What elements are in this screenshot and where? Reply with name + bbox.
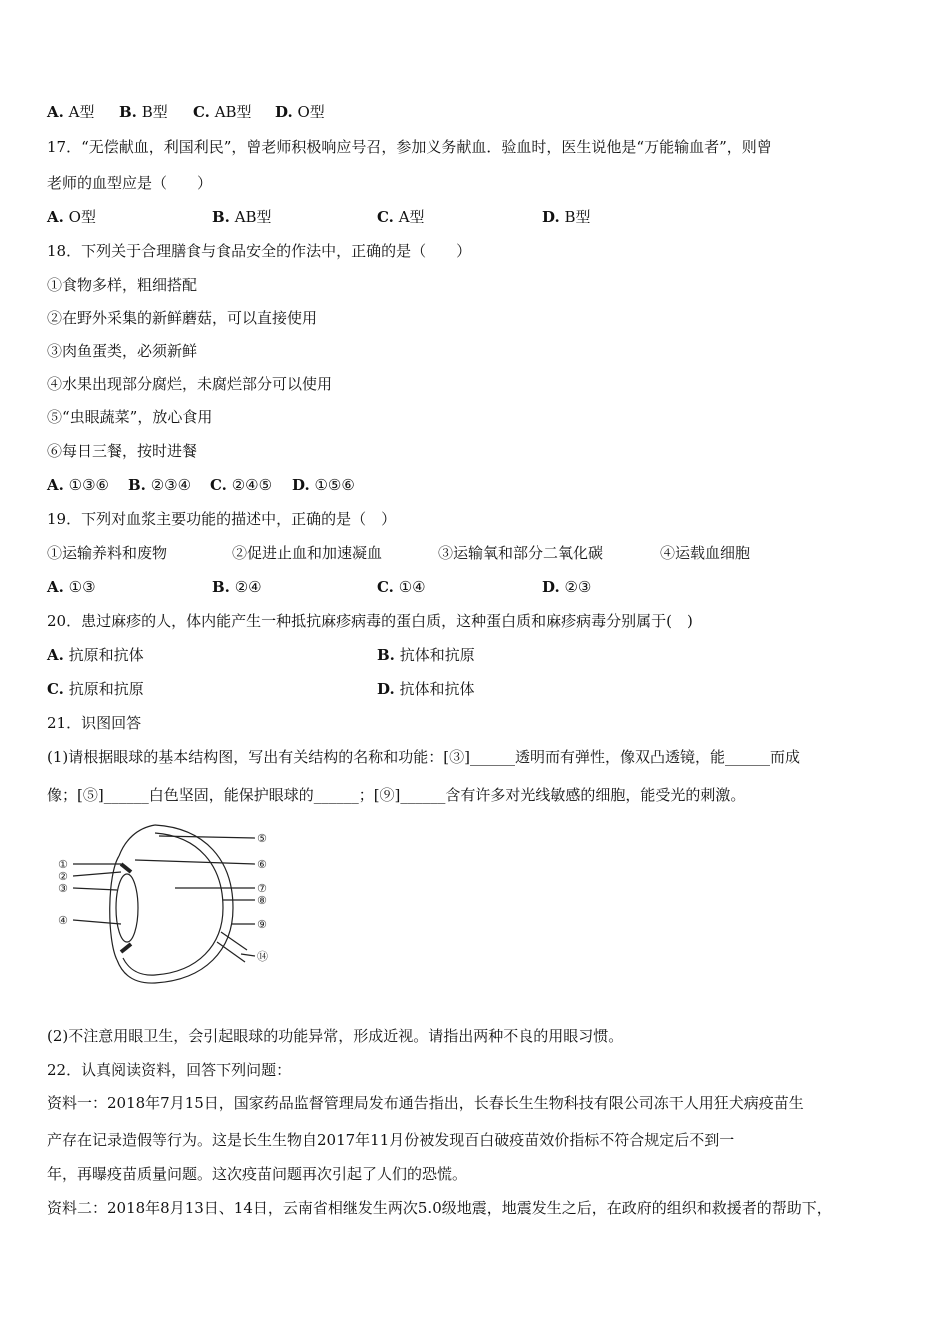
q18-option-d: D. ①⑤⑥ [292, 476, 355, 494]
fig-label-7: ⑦ [257, 882, 267, 895]
q19-stem: 19．下列对血浆主要功能的描述中，正确的是（ ） [47, 510, 397, 528]
q18-item-2: ②在野外采集的新鲜蘑菇，可以直接使用 [47, 309, 318, 327]
q21-part1-line1: (1)请根据眼球的基本结构图，写出有关结构的名称和功能：[③]______透明而有弹性，像双凸透镜，能______而成 [47, 748, 800, 766]
q19-option-d: D. ②③ [542, 578, 592, 596]
q19-option-c: C. ①④ [377, 578, 426, 596]
q19-item-1: ①运输养料和废物 [47, 544, 168, 562]
q18-item-4: ④水果出现部分腐烂，未腐烂部分可以使用 [47, 375, 333, 393]
q21-part2: (2)不注意用眼卫生，会引起眼球的功能异常，形成近视。请指出两种不良的用眼习惯。 [47, 1027, 624, 1045]
q17-option-d: D. B型 [542, 208, 591, 226]
q19-option-b: B. ②④ [212, 578, 262, 596]
q19-item-3: ③运输氧和部分二氧化碳 [438, 544, 604, 562]
q18-item-6: ⑥每日三餐，按时进餐 [47, 442, 198, 460]
q22-para1-line3: 年，再曝疫苗质量问题。这次疫苗问题再次引起了人们的恐慌。 [47, 1165, 468, 1183]
q19-item-4: ④运载血细胞 [660, 544, 751, 562]
q18-option-c: C. ②④⑤ [210, 476, 273, 494]
q22-para1-line1: 资料一：2018年7月15日，国家药品监督管理局发布通告指出，长春长生生物科技有限公司冻干人用狂犬病疫苗生 [47, 1094, 804, 1112]
q22-para1-line2: 产存在记录造假等行为。这是长生生物自2017年11月份被发现百白破疫苗效价指标不符合规定后不到一 [47, 1131, 735, 1149]
q18-item-3: ③肉鱼蛋类，必须新鲜 [47, 342, 198, 360]
fig-label-8: ⑧ [257, 894, 267, 907]
fig-label-4: ④ [58, 914, 68, 927]
q18-option-b: B. ②③④ [128, 476, 192, 494]
q17-stem-line2: 老师的血型应是（ ） [47, 174, 213, 192]
fig-label-1: ① [58, 858, 68, 871]
q20-stem: 20．患过麻疹的人，体内能产生一种抵抗麻疹病毒的蛋白质，这种蛋白质和麻疹病毒分别属于( ) [47, 612, 693, 630]
fig-label-9: ⑨ [257, 918, 267, 931]
q17-stem-line1: 17．“无偿献血，利国利民”，曾老师积极响应号召，参加义务献血．验血时，医生说他是“万能输血者”，则曾 [47, 138, 772, 156]
q18-stem: 18．下列关于合理膳食与食品安全的作法中，正确的是（ ） [47, 242, 472, 260]
fig-label-2: ② [58, 870, 68, 883]
q20-option-b: B. 抗体和抗原 [377, 646, 475, 664]
q17-option-b: B. AB型 [212, 208, 272, 226]
q19-option-a: A. ①③ [47, 578, 96, 596]
q18-item-1: ①食物多样，粗细搭配 [47, 276, 198, 294]
q21-part1-line2: 像；[⑤]______白色坚固，能保护眼球的______；[⑨]______含有许多对光线敏感的细胞，能受光的刺激。 [47, 786, 746, 804]
q21-stem: 21．识图回答 [47, 714, 142, 732]
q17-option-c: C. A型 [377, 208, 425, 226]
eye-structure-diagram [55, 820, 275, 990]
q20-option-a: A. 抗原和抗体 [47, 646, 144, 664]
q16-option-c: C. AB型 [193, 103, 252, 121]
q18-option-a: A. ①③⑥ [47, 476, 109, 494]
fig-label-14: ⑭ [257, 950, 268, 963]
q22-stem: 22．认真阅读资料，回答下列问题： [47, 1061, 292, 1079]
fig-label-5: ⑤ [257, 832, 267, 845]
fig-label-3: ③ [58, 882, 68, 895]
q22-para2-line1: 资料二：2018年8月13日、14日，云南省相继发生两次5.0级地震，地震发生之后，在政府的组织和救援者的帮助下， [47, 1199, 832, 1217]
q16-option-d: D. O型 [275, 103, 325, 121]
q16-option-a: A. A型 [47, 103, 95, 121]
q16-option-b: B. B型 [119, 103, 168, 121]
q18-item-5: ⑤“虫眼蔬菜”，放心食用 [47, 408, 213, 426]
fig-label-6: ⑥ [257, 858, 267, 871]
q20-option-d: D. 抗体和抗体 [377, 680, 475, 698]
q20-option-c: C. 抗原和抗原 [47, 680, 144, 698]
q17-option-a: A. O型 [47, 208, 96, 226]
q19-item-2: ②促进止血和加速凝血 [232, 544, 383, 562]
